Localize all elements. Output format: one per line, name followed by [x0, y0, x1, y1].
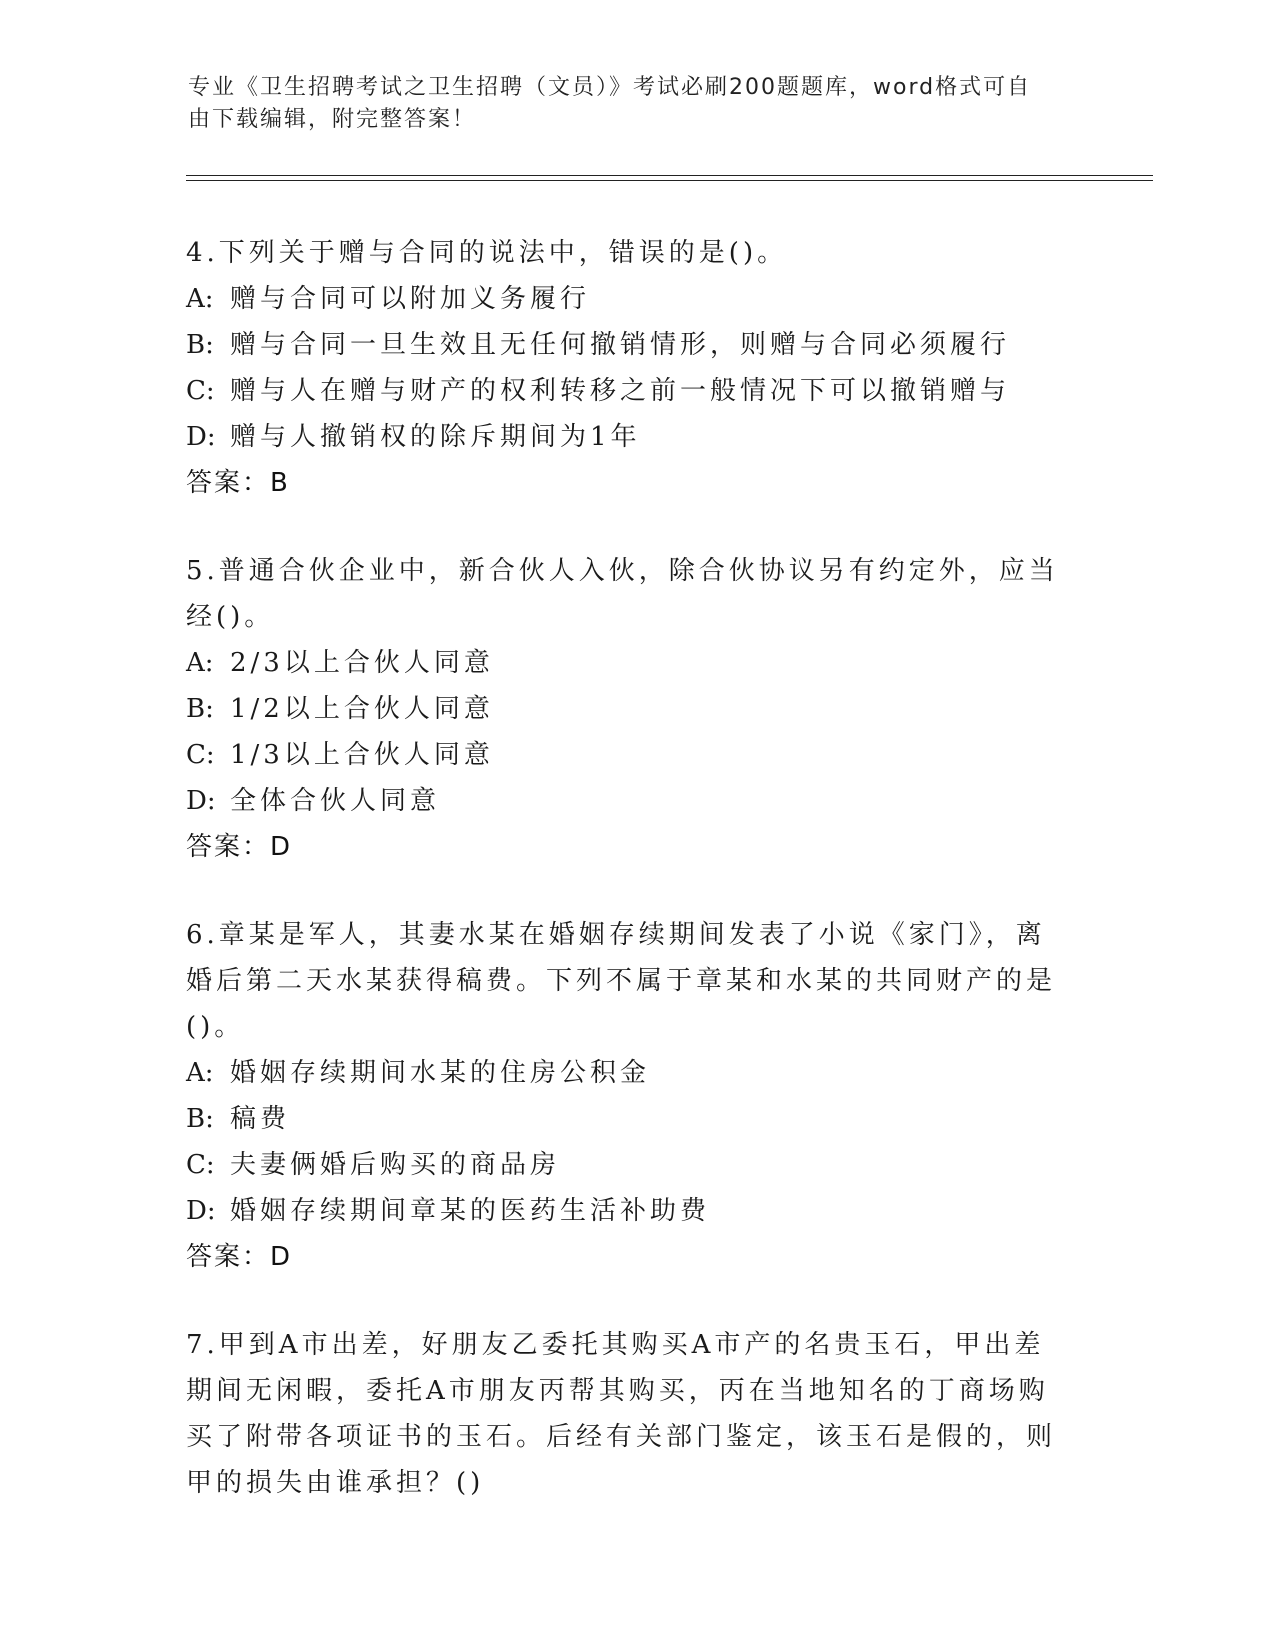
header-divider-bottom — [186, 180, 1153, 181]
option-key: D: — [186, 1196, 216, 1226]
option-text: 夫妻俩婚后购买的商品房 — [230, 1150, 561, 1180]
option-d — [186, 414, 1066, 460]
option-key: B: — [186, 330, 214, 360]
question-text: 4.下列关于赠与合同的说法中，错误的是()。 — [186, 238, 788, 268]
option-key: C: — [186, 740, 215, 770]
option-key: C: — [186, 376, 215, 406]
header-line-1: 专业《卫生招聘考试之卫生招聘（文员）》考试必刷200题题库，word格式可自 — [188, 75, 1032, 100]
header-divider-top — [186, 175, 1153, 176]
option-a — [186, 276, 1066, 322]
option-b — [186, 686, 1066, 732]
question-list — [186, 230, 1066, 1548]
option-text: 赠与人在赠与财产的权利转移之前一般情况下可以撤销赠与 — [230, 376, 1011, 406]
question-item — [186, 1322, 1066, 1506]
option-a — [186, 1050, 1066, 1096]
option-text: 稿费 — [230, 1104, 291, 1134]
option-key: A: — [186, 284, 214, 314]
option-key: C: — [186, 1150, 215, 1180]
option-a — [186, 640, 1066, 686]
question-text: 7.甲到A市出差，好朋友乙委托其购买A市产的名贵玉石，甲出差期间无闲暇，委托A市朋友丙帮其购买，丙在当地知名的丁商场购买了附带各项证书的玉石。后经有关部门鉴定，该玉石是假的，则甲的损失由谁承担？() — [186, 1330, 1057, 1498]
option-b — [186, 1096, 1066, 1142]
option-text: 2/3以上合伙人同意 — [230, 648, 494, 678]
question-item — [186, 230, 1066, 506]
question-text: 6.章某是军人，其妻水某在婚姻存续期间发表了小说《家门》，离婚后第二天水某获得稿费。下列不属于章某和水某的共同财产的是()。 — [186, 920, 1057, 1042]
option-c — [186, 1142, 1066, 1188]
document-header — [188, 72, 1068, 136]
option-key: D: — [186, 422, 216, 452]
question-text: 5.普通合伙企业中，新合伙人入伙，除合伙协议另有约定外，应当经()。 — [186, 556, 1059, 632]
option-b — [186, 322, 1066, 368]
option-text: 婚姻存续期间水某的住房公积金 — [230, 1058, 651, 1088]
option-key: B: — [186, 1104, 214, 1134]
option-d — [186, 778, 1066, 824]
question-item — [186, 912, 1066, 1280]
answer-line: 答案：D — [186, 1242, 293, 1272]
question-item — [186, 548, 1066, 870]
header-line-2: 由下载编辑，附完整答案！ — [188, 107, 477, 132]
option-c — [186, 732, 1066, 778]
answer-line: 答案：B — [186, 468, 290, 498]
option-text: 婚姻存续期间章某的医药生活补助费 — [230, 1196, 711, 1226]
option-key: D: — [186, 786, 216, 816]
option-d — [186, 1188, 1066, 1234]
option-key: A: — [186, 1058, 214, 1088]
option-key: A: — [186, 648, 214, 678]
option-text: 赠与人撤销权的除斥期间为1年 — [230, 422, 641, 452]
option-text: 赠与合同一旦生效且无任何撤销情形，则赠与合同必须履行 — [230, 330, 1011, 360]
option-text: 赠与合同可以附加义务履行 — [230, 284, 591, 314]
answer-line: 答案：D — [186, 832, 293, 862]
option-key: B: — [186, 694, 214, 724]
option-text: 1/3以上合伙人同意 — [230, 740, 494, 770]
option-c — [186, 368, 1066, 414]
option-text: 全体合伙人同意 — [230, 786, 441, 816]
option-text: 1/2以上合伙人同意 — [230, 694, 494, 724]
